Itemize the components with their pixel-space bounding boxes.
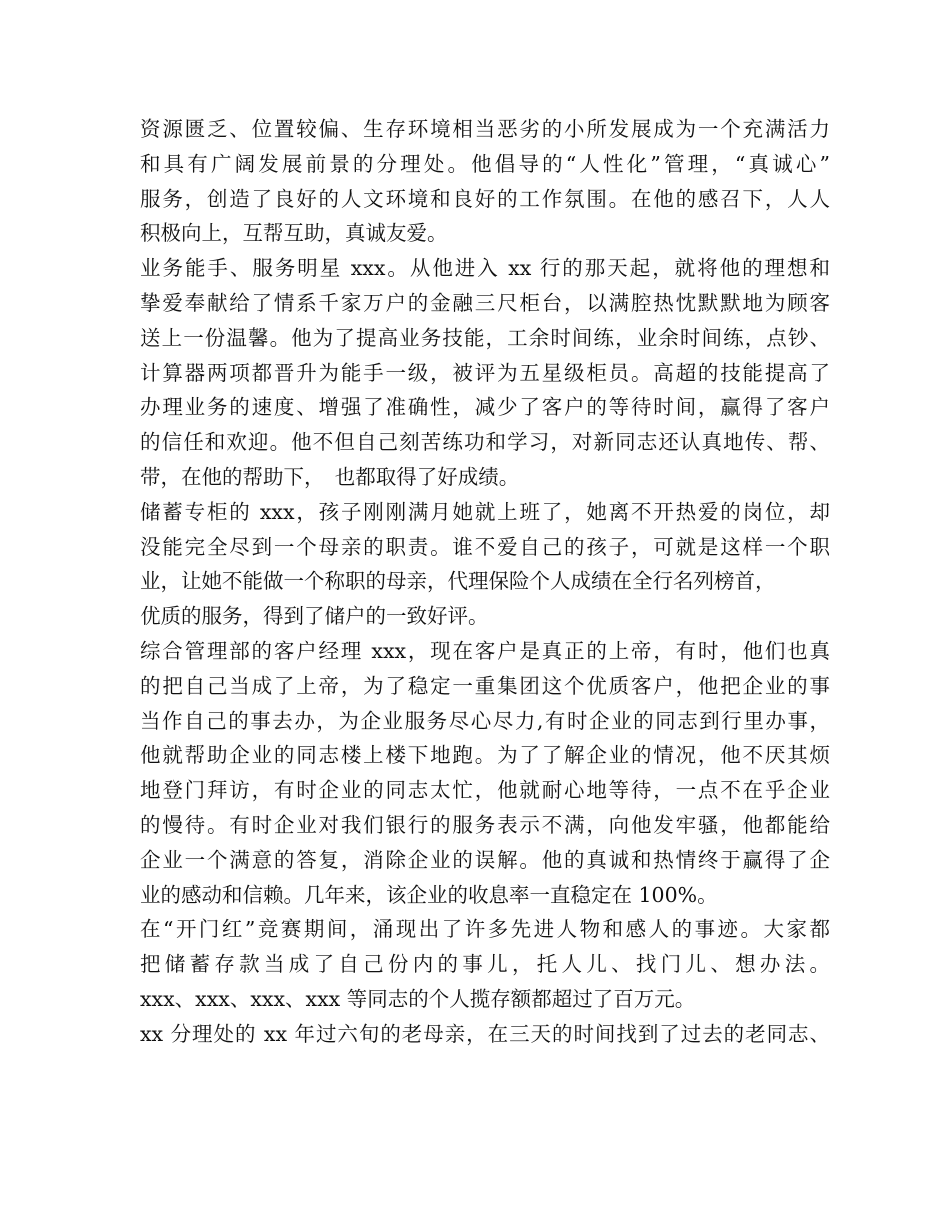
- text-line: 综合管理部的客户经理 xxx，现在客户是真正的上帝，有时，他们也真: [140, 638, 830, 663]
- text-line: 挚爱奉献给了情系千家万户的金融三尺柜台，以满腔热忱默默地为顾客: [140, 290, 830, 315]
- text-line: xxx、xxx、xxx、xxx 等同志的个人揽存额都超过了百万元。: [140, 986, 696, 1011]
- text-line: 服务，创造了良好的人文环境和良好的工作氛围。在他的感召下，人人: [140, 186, 830, 211]
- text-line: 当作自己的事去办，为企业服务尽心尽力,有时企业的同志到行里办事，: [140, 708, 830, 733]
- text-line: 办理业务的速度、增强了准确性，减少了客户的等待时间，赢得了客户: [140, 395, 830, 420]
- text-line: 送上一份温馨。他为了提高业务技能，工余时间练，业余时间练，点钞、: [140, 325, 830, 350]
- text-line: 在“开门红”竞赛期间，涌现出了许多先进人物和感人的事迹。大家都: [140, 917, 830, 942]
- text-line: 的信任和欢迎。他不但自己刻苦练功和学习，对新同志还认真地传、帮、: [140, 430, 830, 455]
- text-line: 没能完全尽到一个母亲的职责。谁不爱自己的孩子，可就是这样一个职: [140, 534, 830, 559]
- text-line: 储蓄专柜的 xxx，孩子刚刚满月她就上班了，她离不开热爱的岗位，却: [140, 499, 830, 524]
- text-line: 地登门拜访，有时企业的同志太忙，他就耐心地等待，一点不在乎企业: [140, 778, 830, 803]
- text-line: 企业一个满意的答复，消除企业的误解。他的真诚和热情终于赢得了企: [140, 847, 830, 872]
- body-text: [140, 112, 830, 1052]
- text-line: 计算器两项都晋升为能手一级，被评为五星级柜员。高超的技能提高了: [140, 360, 830, 385]
- text-line: 带，在他的帮助下， 也都取得了好成绩。: [140, 464, 520, 489]
- text-line: xx 分理处的 xx 年过六旬的老母亲，在三天的时间找到了过去的老同志、: [140, 1021, 830, 1046]
- text-line: 的慢待。有时企业对我们银行的服务表示不满，向他发牢骚，他都能给: [140, 812, 830, 837]
- text-line: 他就帮助企业的同志楼上楼下地跑。为了了解企业的情况，他不厌其烦: [140, 743, 830, 768]
- text-line: 优质的服务，得到了储户的一致好评。: [140, 604, 489, 629]
- text-line: 业，让她不能做一个称职的母亲，代理保险个人成绩在全行名列榜首，: [140, 569, 776, 594]
- text-line: 积极向上，互帮互助，真诚友爱。: [140, 221, 448, 246]
- text-line: 和具有广阔发展前景的分理处。他倡导的“人性化”管理，“真诚心”: [140, 151, 830, 176]
- text-line: 资源匮乏、位置较偏、生存环境相当恶劣的小所发展成为一个充满活力: [140, 117, 830, 141]
- text-line: 的把自己当成了上帝，为了稳定一重集团这个优质客户，他把企业的事: [140, 673, 830, 698]
- text-line: 业的感动和信赖。几年来，该企业的收息率一直稳定在 100%。: [140, 882, 718, 907]
- text-line: 业务能手、服务明星 xxx。从他进入 xx 行的那天起，就将他的理想和: [140, 256, 830, 281]
- text-line: 把储蓄存款当成了自己份内的事儿，托人儿、找门儿、想办法。: [140, 952, 830, 977]
